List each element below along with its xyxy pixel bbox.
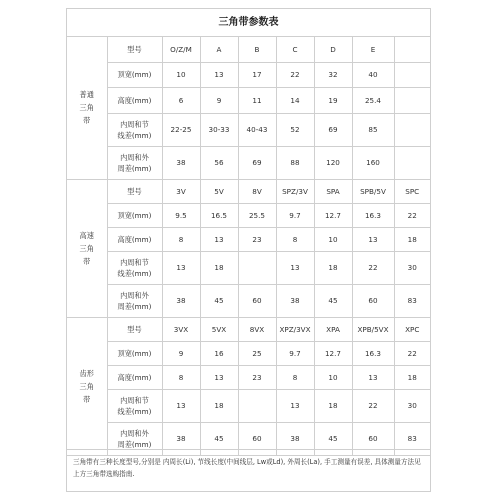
value-cell: 38 (162, 146, 200, 179)
value-cell: 19 (314, 87, 352, 113)
value-cell: 8 (162, 227, 200, 251)
value-cell: 69 (314, 113, 352, 146)
value-cell: 30 (394, 251, 430, 284)
value-cell (394, 62, 430, 87)
value-cell: 18 (314, 389, 352, 422)
value-cell: 38 (162, 284, 200, 317)
value-cell: 13 (352, 227, 394, 251)
type-cell: 8V (238, 179, 276, 203)
row-label: 顶宽(mm) (107, 341, 162, 365)
value-cell: 11 (238, 87, 276, 113)
row-label: 内周和节 线差(mm) (107, 113, 162, 146)
value-cell: 13 (276, 389, 314, 422)
table-row (67, 251, 430, 284)
value-cell: 25.4 (352, 87, 394, 113)
value-cell: 60 (352, 422, 394, 455)
type-cell: A (200, 37, 238, 62)
table-row (67, 203, 430, 227)
type-cell: 3V (162, 179, 200, 203)
value-cell: 12.7 (314, 341, 352, 365)
value-cell: 13 (352, 365, 394, 389)
value-cell: 22 (352, 389, 394, 422)
row-label: 型号 (107, 179, 162, 203)
value-cell: 10 (162, 62, 200, 87)
value-cell: 45 (200, 284, 238, 317)
value-cell: 10 (314, 365, 352, 389)
value-cell: 18 (200, 389, 238, 422)
section-name: 齿形 三角 带 (67, 317, 107, 455)
type-cell: 5V (200, 179, 238, 203)
value-cell: 22 (276, 62, 314, 87)
row-label: 型号 (107, 317, 162, 341)
value-cell: 30 (394, 389, 430, 422)
type-cell: SPB/5V (352, 179, 394, 203)
value-cell: 38 (276, 284, 314, 317)
value-cell: 9.7 (276, 203, 314, 227)
value-cell: 60 (352, 284, 394, 317)
row-label: 顶宽(mm) (107, 203, 162, 227)
value-cell: 38 (276, 422, 314, 455)
table-row (67, 113, 430, 146)
value-cell: 9 (200, 87, 238, 113)
value-cell: 22 (352, 251, 394, 284)
value-cell: 13 (200, 62, 238, 87)
row-label: 内周和外 周差(mm) (107, 422, 162, 455)
value-cell: 16 (200, 341, 238, 365)
value-cell: 23 (238, 227, 276, 251)
table-row (67, 179, 430, 203)
row-label: 高度(mm) (107, 87, 162, 113)
value-cell: 120 (314, 146, 352, 179)
value-cell: 16.5 (200, 203, 238, 227)
table-row (67, 389, 430, 422)
value-cell: 9 (162, 341, 200, 365)
type-cell: O/Z/M (162, 37, 200, 62)
table-row (67, 146, 430, 179)
table-row (67, 37, 430, 62)
type-cell: 3VX (162, 317, 200, 341)
value-cell: 10 (314, 227, 352, 251)
type-cell: SPA (314, 179, 352, 203)
row-label: 内周和节 线差(mm) (107, 389, 162, 422)
value-cell: 16.3 (352, 203, 394, 227)
value-cell: 13 (162, 389, 200, 422)
value-cell: 160 (352, 146, 394, 179)
value-cell: 16.3 (352, 341, 394, 365)
value-cell: 60 (238, 422, 276, 455)
value-cell: 60 (238, 284, 276, 317)
value-cell: 38 (162, 422, 200, 455)
value-cell: 69 (238, 146, 276, 179)
table-row (67, 284, 430, 317)
table-row (67, 341, 430, 365)
value-cell: 18 (394, 227, 430, 251)
value-cell: 8 (276, 227, 314, 251)
type-cell: XPC (394, 317, 430, 341)
value-cell: 8 (162, 365, 200, 389)
value-cell (394, 87, 430, 113)
value-cell: 56 (200, 146, 238, 179)
table-row (67, 365, 430, 389)
value-cell (238, 251, 276, 284)
value-cell: 52 (276, 113, 314, 146)
row-label: 顶宽(mm) (107, 62, 162, 87)
value-cell: 22-25 (162, 113, 200, 146)
type-cell: XPZ/3VX (276, 317, 314, 341)
table-row (67, 227, 430, 251)
value-cell: 9.5 (162, 203, 200, 227)
value-cell (394, 113, 430, 146)
type-cell: E (352, 37, 394, 62)
footnote: 三角带有三种长度型号,分别是 内周长(Li), 节线长度(中间线层, Lw或Ld), 外周长(La), 手工测量有误差, 具体测量方法见上方三角带选购指南. (67, 449, 430, 491)
table-row (67, 62, 430, 87)
value-cell: 22 (394, 341, 430, 365)
type-cell: C (276, 37, 314, 62)
sheet-title: 三角带参数表 (67, 9, 430, 37)
value-cell: 12.7 (314, 203, 352, 227)
row-label: 内周和外 周差(mm) (107, 146, 162, 179)
value-cell: 85 (352, 113, 394, 146)
type-cell: 8VX (238, 317, 276, 341)
type-cell: SPZ/3V (276, 179, 314, 203)
value-cell: 40-43 (238, 113, 276, 146)
value-cell: 18 (394, 365, 430, 389)
value-cell: 9.7 (276, 341, 314, 365)
value-cell: 8 (276, 365, 314, 389)
row-label: 高度(mm) (107, 365, 162, 389)
value-cell: 25 (238, 341, 276, 365)
value-cell: 13 (162, 251, 200, 284)
value-cell: 40 (352, 62, 394, 87)
value-cell: 45 (200, 422, 238, 455)
value-cell: 13 (276, 251, 314, 284)
table-row (67, 87, 430, 113)
type-cell (394, 37, 430, 62)
value-cell: 13 (200, 227, 238, 251)
value-cell: 88 (276, 146, 314, 179)
value-cell: 83 (394, 422, 430, 455)
table-row (67, 317, 430, 341)
row-label: 内周和外 周差(mm) (107, 284, 162, 317)
value-cell: 45 (314, 284, 352, 317)
type-cell: XPA (314, 317, 352, 341)
type-cell: B (238, 37, 276, 62)
section-name: 高速 三角 带 (67, 179, 107, 317)
type-cell: D (314, 37, 352, 62)
value-cell: 25.5 (238, 203, 276, 227)
value-cell: 6 (162, 87, 200, 113)
type-cell: SPC (394, 179, 430, 203)
section-name: 普通 三角 带 (67, 37, 107, 179)
value-cell: 45 (314, 422, 352, 455)
value-cell: 30-33 (200, 113, 238, 146)
value-cell: 18 (314, 251, 352, 284)
type-cell: XPB/5VX (352, 317, 394, 341)
value-cell: 14 (276, 87, 314, 113)
parameter-sheet (66, 8, 431, 492)
value-cell: 18 (200, 251, 238, 284)
value-cell: 17 (238, 62, 276, 87)
value-cell: 32 (314, 62, 352, 87)
row-label: 高度(mm) (107, 227, 162, 251)
spec-table (67, 37, 430, 456)
value-cell: 13 (200, 365, 238, 389)
row-label: 内周和节 线差(mm) (107, 251, 162, 284)
value-cell: 83 (394, 284, 430, 317)
value-cell (394, 146, 430, 179)
type-cell: 5VX (200, 317, 238, 341)
value-cell (238, 389, 276, 422)
value-cell: 23 (238, 365, 276, 389)
row-label: 型号 (107, 37, 162, 62)
value-cell: 22 (394, 203, 430, 227)
